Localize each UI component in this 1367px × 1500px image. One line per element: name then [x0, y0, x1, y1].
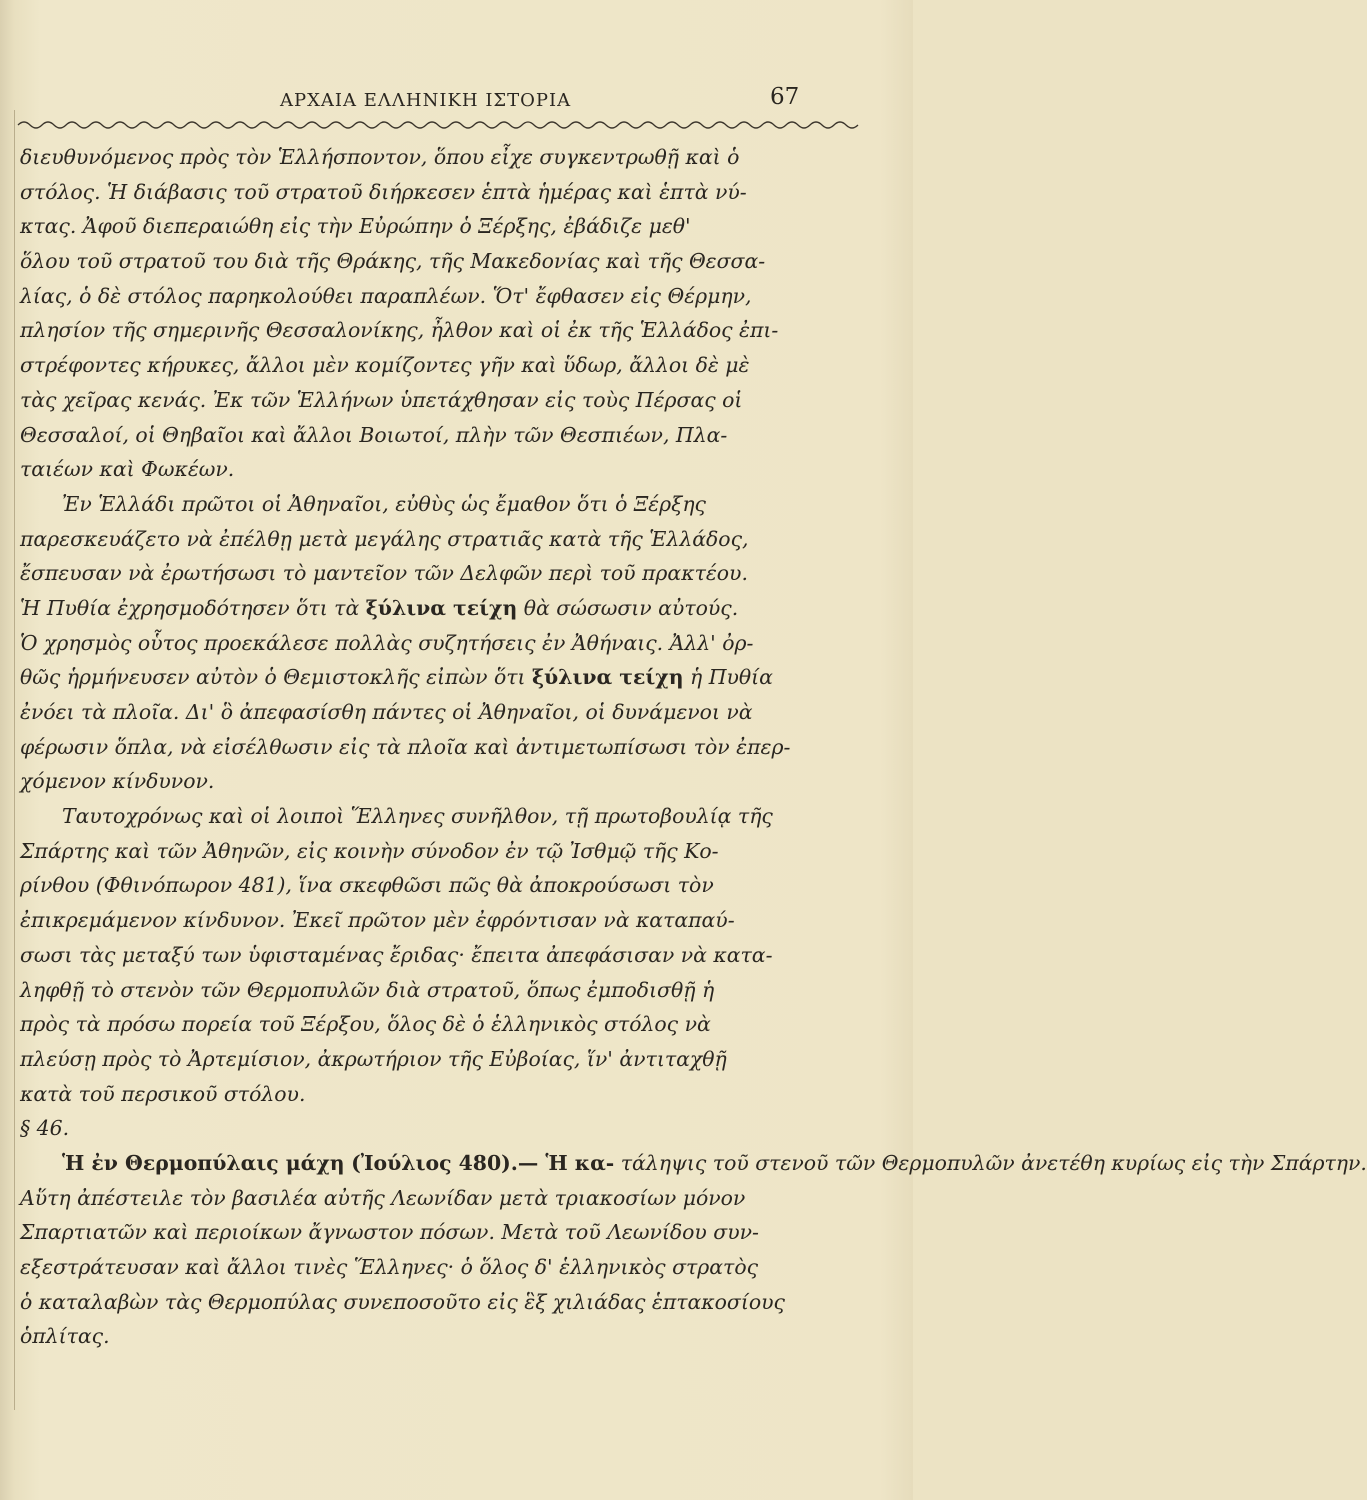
text-line: ρίνθου (Φθινόπωρον 481), ἵνα σκεφθῶσι πῶς θὰ ἀποκρούσωσι τὸν — [20, 873, 714, 898]
text-line: Ταυτοχρόνως καὶ οἱ λοιποὶ Ἕλληνες συνῆλθον, τῇ πρωτοβουλίᾳ τῆς — [62, 804, 773, 829]
section-title: (Ἰούλιος 480).— Ἡ κα- — [351, 1150, 615, 1175]
text-line: τὰς χεῖρας κενάς. Ἐκ τῶν Ἑλλήνων ὑπετάχθησαν εἰς τοὺς Πέρσας οἱ — [20, 387, 743, 412]
text-line: στόλος. Ἡ διάβασις τοῦ στρατοῦ διήρκεσεν ἑπτὰ ἡμέρας καὶ ἑπτὰ νύ- — [20, 179, 747, 204]
text-line: λίας, ὁ δὲ στόλος παρηκολούθει παραπλέων. Ὅτ' ἔφθασεν εἰς Θέρμην, — [20, 283, 752, 308]
text-segment: θῶς ἡρμήνευσεν αὐτὸν ὁ Θεμιστοκλῆς εἰπὼν ὅτι — [20, 665, 526, 690]
text-line: ὅλου τοῦ στρατοῦ του διὰ τῆς Θράκης, τῆς Μακεδονίας καὶ τῆς Θεσσα- — [20, 249, 766, 274]
text-line: διευθυνόμενος πρὸς τὸν Ἑλλήσποντον, ὅπου εἶχε συγκεντρωθῇ καὶ ὁ — [20, 145, 740, 169]
text-segment: ἡ Πυθία — [690, 665, 773, 690]
text-segment: τάληψις τοῦ στενοῦ τῶν Θερμοπυλῶν ἀνετέθη κυρίως εἰς τὴν Σπάρτην. — [620, 1150, 1367, 1175]
bold-phrase: ξύλινα τείχη — [365, 595, 518, 620]
body-text — [20, 140, 1367, 1389]
bold-phrase: ξύλινα τείχη — [531, 665, 684, 690]
text-line: ταιέων καὶ Φωκέων. — [20, 457, 235, 482]
text-line: σωσι τὰς μεταξύ των ὑφισταμένας ἔριδας· ἔπειτα ἀπεφάσισαν νὰ κατα- — [20, 942, 773, 967]
text-line: ὁπλίτας. — [20, 1324, 110, 1349]
header-title: ΑΡΧΑΙΑ ΕΛΛΗΝΙΚΗ ΙΣΤΟΡΙΑ — [280, 90, 572, 111]
text-line: ὁ καταλαβὼν τὰς Θερμοπύλας συνεποσοῦτο εἰς ἓξ χιλιάδας ἑπτακοσίους — [20, 1289, 785, 1314]
text-line: Θεσσαλοί, οἱ Θηβαῖοι καὶ ἄλλοι Βοιωτοί, πλὴν τῶν Θεσπιέων, Πλα- — [20, 422, 728, 447]
text-segment: θὰ σώσωσιν αὐτούς. — [523, 595, 739, 620]
text-line: εξεστράτευσαν καὶ ἄλλοι τινὲς Ἕλληνες· ὁ ὅλος δ' ἑλληνικὸς στρατὸς — [20, 1255, 759, 1279]
text-line: Αὕτη ἀπέστειλε τὸν βασιλέα αὐτῆς Λεωνίδαν μετὰ τριακοσίων μόνον — [20, 1185, 746, 1210]
text-line: κτας. Ἀφοῦ διεπεραιώθη εἰς τὴν Εὐρώπην ὁ Ξέρξης, ἐβάδιζε μεθ' — [20, 214, 691, 239]
page-number: 67 — [770, 84, 800, 110]
text-line: χόμενον κίνδυνον. — [20, 769, 215, 794]
text-line: πρὸς τὰ πρόσω πορεία τοῦ Ξέρξου, ὅλος δὲ ὁ ἑλληνικὸς στόλος νὰ — [20, 1012, 711, 1037]
text-line: ἐνόει τὰ πλοῖα. Δι' ὃ ἀπεφασίσθη πάντες οἱ Ἀθηναῖοι, οἱ δυνάμενοι νὰ — [20, 700, 753, 724]
text-line: Σπάρτης καὶ τῶν Ἀθηνῶν, εἰς κοινὴν σύνοδον ἐν τῷ Ἰσθμῷ τῆς Κο- — [20, 838, 719, 863]
section-heading-line — [20, 1146, 1367, 1181]
text-line: § 46. — [20, 1116, 70, 1141]
section-number: Ἡ ἐν Θερμοπύλαις μάχη — [62, 1150, 345, 1175]
binding-edge — [14, 110, 15, 1410]
text-line: πλεύσῃ πρὸς τὸ Ἀρτεμίσιον, ἀκρωτήριον τῆς Εὐβοίας, ἵν' ἀντιταχθῇ — [20, 1046, 727, 1071]
text-line: ληφθῇ τὸ στενὸν τῶν Θερμοπυλῶν διὰ στρατοῦ, ὅπως ἐμποδισθῇ ἡ — [20, 977, 715, 1002]
text-line: ἐπικρεμάμενον κίνδυνον. Ἐκεῖ πρῶτον μὲν ἐφρόντισαν νὰ καταπαύ- — [20, 908, 735, 933]
text-line — [20, 591, 830, 626]
text-line: πλησίον τῆς σημερινῆς Θεσσαλονίκης, ἦλθον καὶ οἱ ἐκ τῆς Ἑλλάδος ἐπι- — [20, 318, 779, 343]
text-line: ἔσπευσαν νὰ ἐρωτήσωσι τὸ μαντεῖον τῶν Δελφῶν περὶ τοῦ πρακτέου. — [20, 561, 748, 586]
wavy-ornament-rule — [18, 118, 818, 132]
text-line: Σπαρτιατῶν καὶ περιοίκων ἄγνωστον πόσων. Μετὰ τοῦ Λεωνίδου συν- — [20, 1220, 759, 1245]
text-line: Ἐν Ἑλλάδι πρῶτοι οἱ Ἀθηναῖοι, εὐθὺς ὡς ἔμαθον ὅτι ὁ Ξέρξης — [62, 491, 706, 516]
text-line — [20, 660, 830, 695]
text-line — [20, 1354, 830, 1389]
text-line: στρέφοντες κήρυκες, ἄλλοι μὲν κομίζοντες γῆν καὶ ὕδωρ, ἄλλοι δὲ μὲ — [20, 353, 750, 378]
text-line: κατὰ τοῦ περσικοῦ στόλου. — [20, 1081, 306, 1106]
text-segment: Ἡ Πυθία ἐχρησμοδότησεν ὅτι τὰ — [20, 595, 360, 620]
text-line: φέρωσιν ὅπλα, νὰ εἰσέλθωσιν εἰς τὰ πλοῖα καὶ ἀντιμετωπίσωσι τὸν ἐπερ- — [20, 734, 791, 759]
text-line: παρεσκευάζετο νὰ ἐπέλθῃ μετὰ μεγάλης στρατιᾶς κατὰ τῆς Ἑλλάδος, — [20, 526, 749, 551]
text-line: Ὁ χρησμὸς οὗτος προεκάλεσε πολλὰς συζητήσεις ἐν Ἀθήναις. Ἀλλ' ὀρ- — [20, 630, 754, 655]
